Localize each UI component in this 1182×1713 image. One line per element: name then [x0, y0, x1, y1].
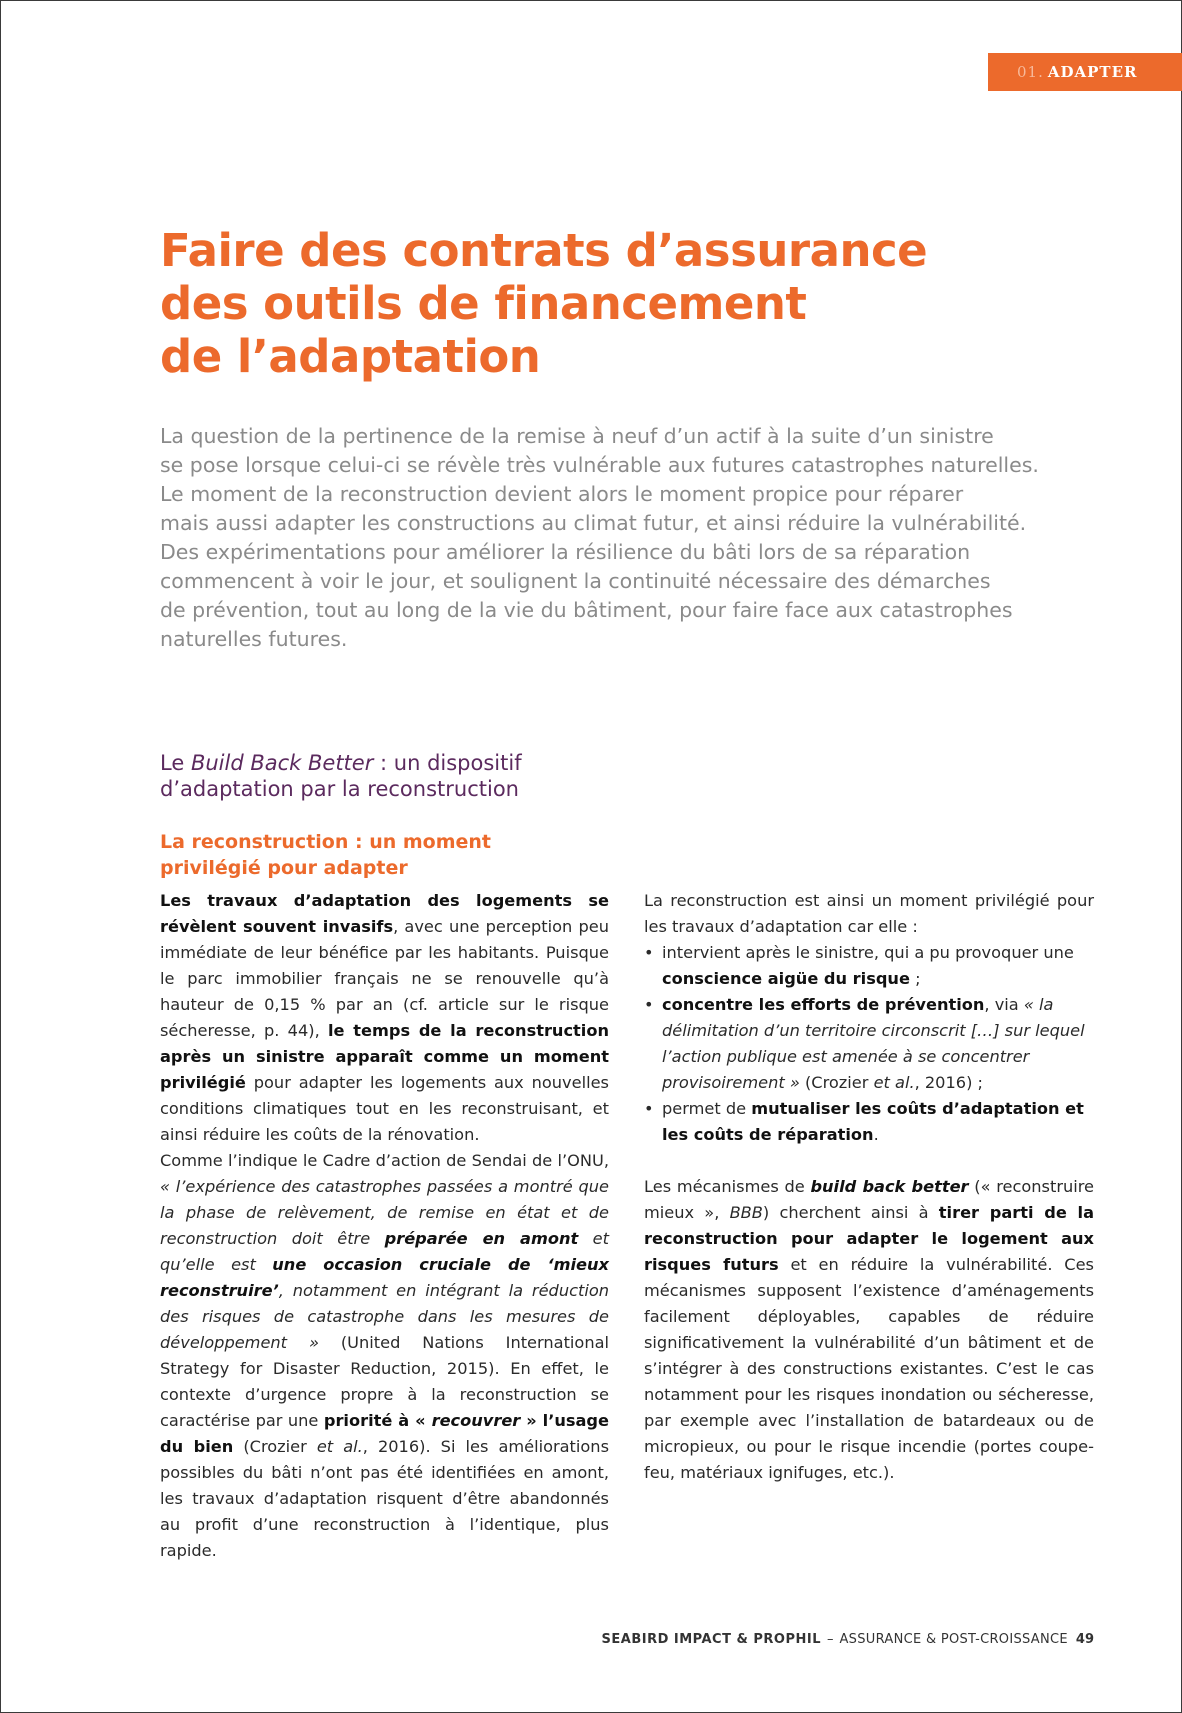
page-title [160, 224, 1060, 383]
footer-separator: – [826, 1632, 834, 1647]
intro-line: naturelles futures. [160, 627, 348, 651]
bullet-icon: • [644, 995, 654, 1014]
right-paragraph-2 [644, 1174, 1094, 1486]
body-text: permet de [662, 1099, 752, 1118]
footer-publication: ASSURANCE & POST-CROISSANCE [839, 1632, 1068, 1647]
section-tab [988, 53, 1182, 91]
bold-italic-text: build back better [810, 1177, 969, 1196]
body-text: (Crozier [233, 1437, 317, 1456]
page-title-line: Faire des contrats d’assurance [160, 224, 928, 277]
spacer [644, 1148, 1094, 1174]
list-item [644, 1096, 1094, 1148]
italic-text: et al. [316, 1437, 363, 1456]
intro-line: se pose lorsque celui-ci se révèle très vulnérable aux futures catastrophes naturelles. [160, 453, 1039, 477]
bullet-list [644, 940, 1094, 1148]
body-text: , 2016). Si les améliorations possibles du bâti n’ont pas été identifiées en amont, les travaux d’adaptation risquent d’être abandonnés au profit d’une reconstruction à l’identique, plus rapide. [160, 1437, 609, 1560]
sub-heading [160, 829, 600, 881]
section-tab-name: ADAPTER [1047, 63, 1138, 81]
right-intro: La reconstruction est ainsi un moment privilégié pour les travaux d’adaptation car elle : [644, 891, 1094, 936]
intro-line: mais aussi adapter les constructions au climat futur, et ainsi réduire la vulnérabilité. [160, 511, 1027, 535]
intro-line: commencent à voir le jour, et soulignent la continuité nécessaire des démarches [160, 569, 991, 593]
list-item [644, 992, 1094, 1096]
bold-quote-text: une occasion cruciale de ‘mieux reconstruire’ [160, 1255, 609, 1300]
body-text: (Crozier [799, 1073, 874, 1092]
bold-text: mutualiser les coûts d’adaptation et les coûts de réparation [662, 1099, 1084, 1144]
footer-brand: SEABIRD IMPACT & PROPHIL [601, 1632, 821, 1647]
section-tab-number: 01. [1017, 63, 1044, 81]
intro-line: de prévention, tout au long de la vie du bâtiment, pour faire face aux catastrophes [160, 598, 1013, 622]
body-text: ; [909, 969, 921, 988]
page-title-line: de l’adaptation [160, 330, 541, 383]
page-number: 49 [1075, 1632, 1094, 1647]
intro-line: La question de la pertinence de la remise à neuf d’un actif à la suite d’un sinistre [160, 424, 994, 448]
bold-text: le temps de la reconstruction après un sinistre apparaît comme un moment privilégié [160, 1021, 609, 1092]
body-text: , via [984, 995, 1024, 1014]
body-text: (United Nations International Strategy for Disaster Reduction, 2015). En effet, le contexte d’urgence propre à la reconstruction se caractérise par une [160, 1333, 609, 1430]
section-heading-italic: Build Back Better [190, 751, 374, 775]
bullet-icon: • [644, 943, 654, 962]
body-text: Les mécanismes de [644, 1177, 811, 1196]
intro-line: Le moment de la reconstruction devient alors le moment propice pour réparer [160, 482, 964, 506]
bold-text: Les travaux d’adaptation des logements se révèlent souvent invasifs [160, 891, 609, 936]
bold-text: conscience aigüe du risque [662, 969, 910, 988]
quote-text: « l’expérience des catastrophes passées a montré que la phase de relèvement, de remise en état et de reconstruction doit être [160, 1177, 609, 1248]
body-text: , avec une perception peu immédiate de leur bénéfice par les habitants. Puisque le parc immobilier français ne se renouvelle qu’à hauteur de 0,15 % par an (cf. article sur le risque sécheresse, p. 44), [160, 917, 609, 1040]
bold-text: priorité à « [323, 1411, 432, 1430]
list-item [644, 940, 1094, 992]
section-heading-prefix: Le [160, 751, 191, 775]
section-heading-line-1 [160, 750, 660, 776]
body-text: , 2016) ; [914, 1073, 983, 1092]
italic-text: BBB [729, 1203, 763, 1222]
body-text: . [873, 1125, 879, 1144]
intro-line: Des expérimentations pour améliorer la résilience du bâti lors de sa réparation [160, 540, 971, 564]
body-text: (« reconstruire mieux », [644, 1177, 1094, 1222]
bullet-icon: • [644, 1099, 654, 1118]
section-heading-suffix: : un dispositif [373, 751, 522, 775]
left-paragraph-2 [160, 1148, 609, 1564]
sub-heading-line: privilégié pour adapter [160, 857, 408, 879]
sub-heading-line: La reconstruction : un moment [160, 831, 492, 853]
bold-text: concentre les efforts de prévention [662, 995, 985, 1014]
body-text: intervient après le sinistre, qui a pu provoquer une [662, 943, 1074, 962]
body-text: et en réduire la vulnérabilité. Ces mécanismes supposent l’existence d’aménagements facilement déployables, capables de réduire significativement la vulnérabilité d’un bâtiment et de s’intégrer à des constructions existantes. C’est le cas notamment pour les risques inondation ou sécheresse, par exemple avec l’installation de batardeaux ou de micropieux, ou pour le risque incendie (portes coupe-feu, matériaux ignifuges, etc.). [644, 1255, 1094, 1482]
section-heading [160, 750, 660, 802]
left-paragraph-1 [160, 888, 609, 1148]
page-title-line: des outils de financement [160, 277, 807, 330]
bold-quote-text: préparée en amont [384, 1229, 579, 1248]
quote-text: et qu’elle est [160, 1229, 609, 1274]
body-text: ) cherchent ainsi à [762, 1203, 939, 1222]
italic-text: et al. [873, 1073, 915, 1092]
section-heading-line-2: d’adaptation par la reconstruction [160, 777, 519, 801]
right-column [644, 888, 1094, 1486]
page-footer [602, 1632, 1094, 1647]
body-text: pour adapter les logements aux nouvelles conditions climatiques tout en les reconstruisant, et ainsi réduire les coûts de la rénovation. [160, 1073, 609, 1144]
body-text: Comme l’indique le Cadre d’action de Sendai de l’ONU, [160, 1151, 609, 1170]
quote-text: , notamment en intégrant la réduction des risques de catastrophe dans les mesures de développement » [160, 1281, 609, 1352]
left-column [160, 888, 609, 1564]
intro-paragraph [160, 422, 1040, 654]
bold-text: » l’usage du bien [160, 1411, 610, 1456]
bold-italic-text: recouvrer [431, 1411, 521, 1430]
bold-text: tirer parti de la reconstruction pour adapter le logement aux risques futurs [644, 1203, 1094, 1274]
quote-text: « la délimitation d’un territoire circonscrit […] sur lequel l’action publique est amenée à se concentrer provisoirement » [662, 995, 1085, 1092]
